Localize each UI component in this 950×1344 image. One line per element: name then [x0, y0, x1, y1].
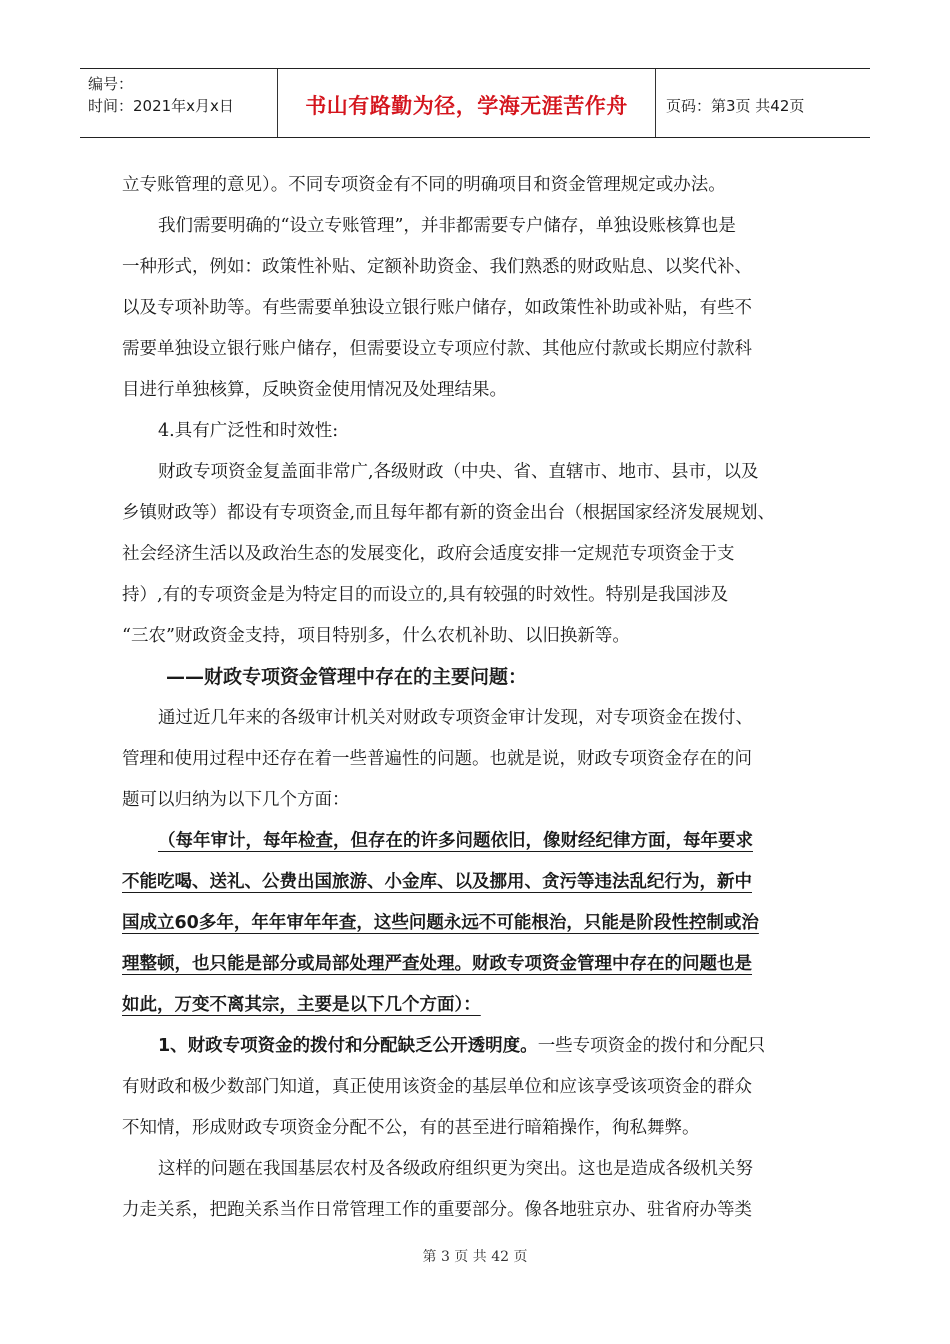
paragraph-line: 一种形式，例如：政策性补贴、定额补助资金、我们熟悉的财政贴息、以奖代补、 — [122, 257, 752, 277]
emphasis-line — [122, 985, 832, 1026]
number-label: 编号： — [88, 75, 134, 93]
page-footer: 第 3 页 共 42 页 — [422, 1249, 528, 1265]
document-body — [122, 165, 832, 1231]
section-heading: ——财政专项资金管理中存在的主要问题： — [166, 666, 528, 688]
paragraph-line — [122, 1026, 832, 1067]
paragraph-line: 需要单独设立银行账户储存，但需要设立专项应付款、其他应付款或长期应付款科 — [122, 339, 752, 359]
emphasis-line — [122, 821, 832, 862]
paragraph-line: 持）,有的专项资金是为特定目的而设立的,具有较强的时效性。特别是我国涉及 — [122, 585, 729, 605]
time-label: 时间：2021年x月x日 — [88, 97, 234, 115]
paragraph-line: 这样的问题在我国基层农村及各级政府组织更为突出。这也是造成各级机关努 — [158, 1159, 753, 1179]
paragraph-line: 不知情，形成财政专项资金分配不公，有的甚至进行暗箱操作，徇私舞弊。 — [122, 1118, 700, 1138]
header-page-info: 页码：第3页 共42页 — [666, 96, 805, 115]
emphasis-line — [122, 903, 832, 944]
list-heading: 4.具有广泛性和时效性: — [158, 421, 339, 441]
paragraph-line: 乡镇财政等）都设有专项资金,而且每年都有新的资金出台（根据国家经济发展规划、 — [122, 503, 776, 523]
paragraph-line: “三农”财政资金支持，项目特别多，什么农机补助、以旧换新等。 — [122, 626, 630, 646]
emphasis-line — [122, 862, 832, 903]
paragraph-line: 题可以归纳为以下几个方面： — [122, 790, 350, 810]
header-motto: 书山有路勤为径，学海无涯苦作舟 — [278, 69, 656, 137]
emphasis-text: （每年审计，每年检查，但存在的许多问题依旧，像财经纪律方面，每年要求 — [158, 831, 753, 851]
paragraph-line: 管理和使用过程中还存在着一些普遍性的问题。也就是说，财政专项资金存在的问 — [122, 749, 752, 769]
emphasis-text: 理整顿，也只能是部分或局部处理严查处理。财政专项资金管理中存在的问题也是 — [122, 954, 752, 974]
paragraph-line: 通过近几年来的各级审计机关对财政专项资金审计发现，对专项资金在拨付、 — [158, 708, 753, 728]
document-header — [80, 68, 870, 138]
paragraph-line: 财政专项资金复盖面非常广,各级财政（中央、省、直辖市、地市、县市，以及 — [158, 462, 759, 482]
emphasis-text: 不能吃喝、送礼、公费出国旅游、小金库、以及挪用、贪污等违法乱纪行为，新中 — [122, 872, 752, 892]
point-title: 1、财政专项资金的拨付和分配缺乏公开透明度。 — [158, 1036, 538, 1056]
paragraph-line: 社会经济生活以及政治生态的发展变化，政府会适度安排一定规范专项资金于支 — [122, 544, 735, 564]
point-text: 一些专项资金的拨付和分配只 — [537, 1036, 766, 1056]
paragraph-line: 我们需要明确的“设立专账管理”，并非都需要专户储存，单独设账核算也是 — [158, 216, 736, 236]
emphasis-text: 如此，万变不离其宗，主要是以下几个方面）： — [122, 995, 481, 1015]
header-meta-cell — [80, 69, 278, 137]
paragraph-line: 立专账管理的意见）。不同专项资金有不同的明确项目和资金管理规定或办法。 — [122, 175, 726, 195]
paragraph-line: 目进行单独核算，反映资金使用情况及处理结果。 — [122, 380, 507, 400]
paragraph-line: 有财政和极少数部门知道，真正使用该资金的基层单位和应该享受该项资金的群众 — [122, 1077, 752, 1097]
paragraph-line: 力走关系，把跑关系当作日常管理工作的重要部分。像各地驻京办、驻省府办等类 — [122, 1200, 752, 1220]
paragraph-line: 以及专项补助等。有些需要单独设立银行账户储存，如政策性补助或补贴，有些不 — [122, 298, 752, 318]
emphasis-text: 国成立60多年，年年审年年查，这些问题永远不可能根治，只能是阶段性控制或治 — [122, 913, 759, 933]
emphasis-line — [122, 944, 832, 985]
